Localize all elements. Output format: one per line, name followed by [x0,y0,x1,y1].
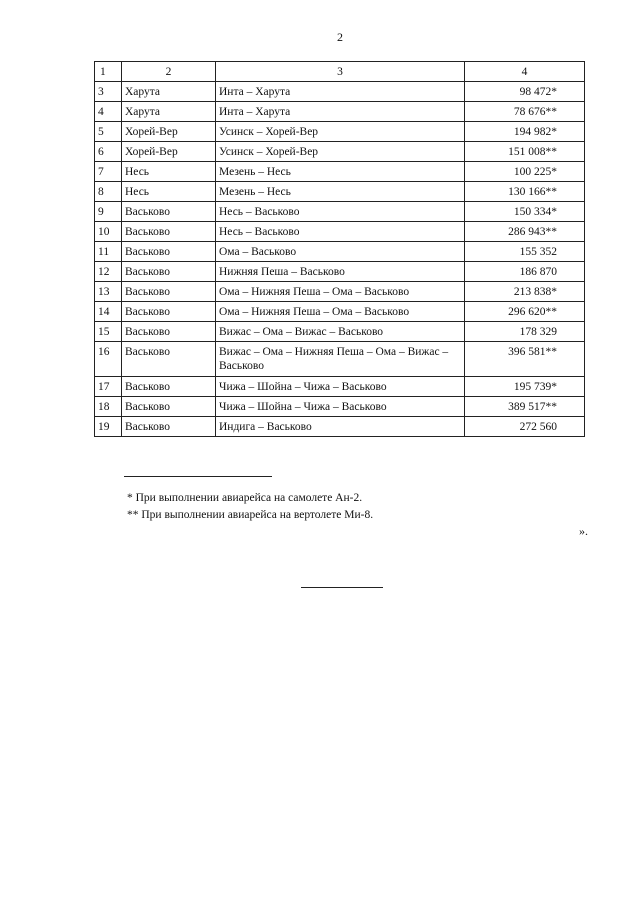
settlement-cell: Васьково [122,322,216,342]
route-cell: Нижняя Пеша – Васьково [216,262,465,282]
route-cell: Мезень – Несь [216,182,465,202]
table-row [95,202,585,222]
table-row [95,377,585,397]
footnote-an2: * При выполнении авиарейса на самолете Ан-2. [127,492,363,504]
cost-cell: 155 352 [465,242,585,262]
footnotes [127,490,373,524]
route-cell: Мезень – Несь [216,162,465,182]
route-cell: Вижас – Ома – Вижас – Васьково [216,322,465,342]
tariff-table-body [95,62,585,437]
page-number: 2 [337,30,343,44]
table-row [95,122,585,142]
end-of-document-line [301,587,383,588]
row-number-cell: 16 [95,342,122,377]
cost-cell: 130 166** [465,182,585,202]
route-cell: Чижа – Шойна – Чижа – Васьково [216,397,465,417]
cost-cell: 389 517** [465,397,585,417]
row-number-cell: 17 [95,377,122,397]
settlement-cell: Васьково [122,262,216,282]
row-number-cell: 8 [95,182,122,202]
settlement-cell: Харута [122,82,216,102]
cost-cell: 78 676** [465,102,585,122]
row-number-cell: 11 [95,242,122,262]
table-row [95,417,585,437]
cost-cell: 195 739* [465,377,585,397]
cost-cell: 213 838* [465,282,585,302]
cost-cell: 286 943** [465,222,585,242]
table-row [95,262,585,282]
settlement-cell: Несь [122,182,216,202]
route-cell: Усинск – Хорей-Вер [216,122,465,142]
settlement-cell: Васьково [122,377,216,397]
route-cell: Ома – Нижняя Пеша – Ома – Васьково [216,282,465,302]
tariff-table [94,61,585,437]
table-row [95,397,585,417]
cost-cell: 272 560 [465,417,585,437]
closing-quote: ». [579,524,588,538]
settlement-cell: Васьково [122,222,216,242]
table-row [95,162,585,182]
route-cell: Инта – Харута [216,82,465,102]
cost-cell: 98 472* [465,82,585,102]
table-row [95,342,585,377]
row-number-cell: 6 [95,142,122,162]
cost-cell: 150 334* [465,202,585,222]
route-cell: Чижа – Шойна – Чижа – Васьково [216,377,465,397]
cost-cell: 194 982* [465,122,585,142]
settlement-cell: Хорей-Вер [122,142,216,162]
row-number-cell: 12 [95,262,122,282]
row-number-cell: 14 [95,302,122,322]
cost-cell: 151 008** [465,142,585,162]
column-header-4: 4 [465,62,585,82]
table-row [95,222,585,242]
cost-cell: 100 225* [465,162,585,182]
table-row [95,142,585,162]
route-cell: Ома – Нижняя Пеша – Ома – Васьково [216,302,465,322]
table-row [95,82,585,102]
table-row [95,322,585,342]
route-cell: Инта – Харута [216,102,465,122]
settlement-cell: Харута [122,102,216,122]
settlement-cell: Васьково [122,202,216,222]
row-number-cell: 9 [95,202,122,222]
row-number-cell: 19 [95,417,122,437]
settlement-cell: Васьково [122,282,216,302]
settlement-cell: Хорей-Вер [122,122,216,142]
row-number-cell: 18 [95,397,122,417]
footnote-mi8: ** При выполнении авиарейса на вертолете Ми-8. [127,509,374,521]
row-number-cell: 13 [95,282,122,302]
row-number-cell: 15 [95,322,122,342]
settlement-cell: Васьково [122,397,216,417]
settlement-cell: Васьково [122,302,216,322]
table-row [95,102,585,122]
route-cell: Индига – Васьково [216,417,465,437]
settlement-cell: Васьково [122,417,216,437]
settlement-cell: Несь [122,162,216,182]
row-number-cell: 7 [95,162,122,182]
column-header-3: 3 [216,62,465,82]
row-number-cell: 10 [95,222,122,242]
row-number-cell: 3 [95,82,122,102]
column-header-1: 1 [95,62,122,82]
cost-cell: 178 329 [465,322,585,342]
row-number-cell: 4 [95,102,122,122]
route-cell: Несь – Васьково [216,202,465,222]
tariff-table-container [94,61,585,437]
table-row [95,282,585,302]
route-cell: Усинск – Хорей-Вер [216,142,465,162]
column-header-2: 2 [122,62,216,82]
table-header-row [95,62,585,82]
route-cell: Вижас – Ома – Нижняя Пеша – Ома – Вижас – Васьково [216,342,465,377]
footnote-separator [124,476,272,477]
row-number-cell: 5 [95,122,122,142]
route-cell: Несь – Васьково [216,222,465,242]
table-row [95,242,585,262]
settlement-cell: Васьково [122,342,216,377]
settlement-cell: Васьково [122,242,216,262]
table-row [95,182,585,202]
cost-cell: 296 620** [465,302,585,322]
cost-cell: 186 870 [465,262,585,282]
cost-cell: 396 581** [465,342,585,377]
route-cell: Ома – Васьково [216,242,465,262]
table-row [95,302,585,322]
